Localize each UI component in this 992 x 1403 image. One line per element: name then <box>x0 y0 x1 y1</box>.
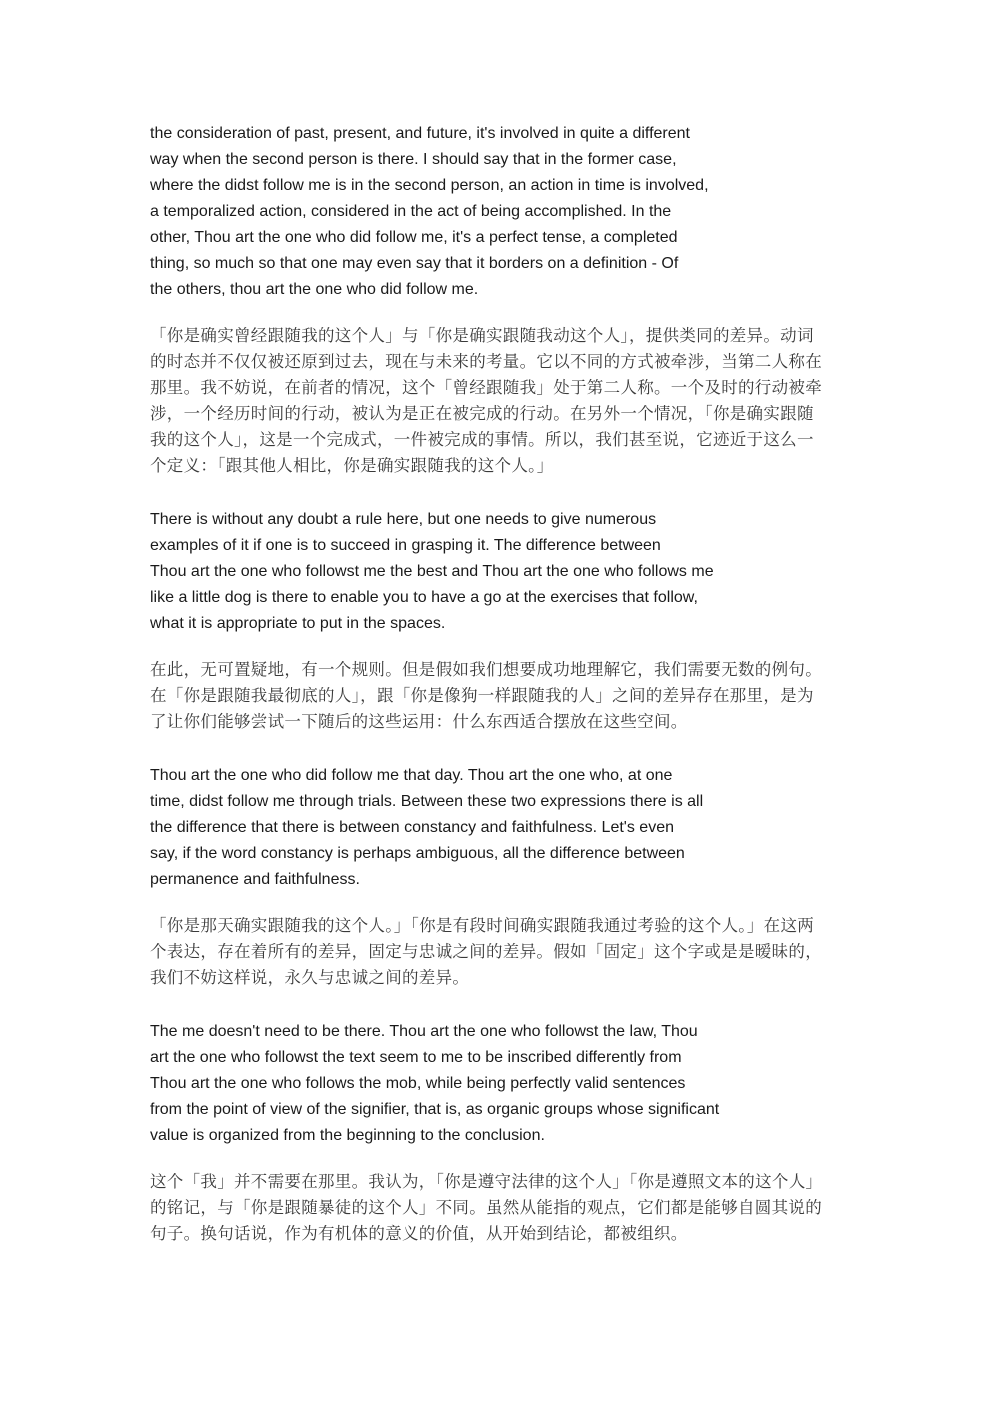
paragraph-spacer <box>150 735 850 763</box>
text-line: way when the second person is there. I should say that in the former case, <box>150 151 677 168</box>
paragraph-english-1 <box>150 121 850 303</box>
text-line: the others, thou art the one who did follow me. <box>150 281 479 298</box>
text-line: 个表达，存在着所有的差异，固定与忠诚之间的差异。假如「固定」这个字或是是暧昧的， <box>150 942 822 961</box>
text-line: Thou art the one who did follow me that day. Thou art the one who, at one <box>150 767 673 784</box>
text-line: examples of it if one is to succeed in grasping it. The difference between <box>150 537 661 554</box>
paragraph-chinese-3 <box>150 913 850 991</box>
text-line: 我们不妨这样说，永久与忠诚之间的差异。 <box>150 968 470 987</box>
paragraph-chinese-2 <box>150 657 850 735</box>
text-line: time, didst follow me through trials. Between these two expressions there is all <box>150 793 704 810</box>
text-line: 涉，一个经历时间的行动，被认为是正在被完成的行动。在另外一个情况，「你是确实跟随 <box>150 404 814 423</box>
text-line: Thou art the one who followst me the best and Thou art the one who follows me <box>150 563 714 580</box>
paragraph-spacer <box>150 893 850 913</box>
text-line: 在此，无可置疑地，有一个规则。但是假如我们想要成功地理解它，我们需要无数的例句。 <box>150 660 822 679</box>
document-body <box>150 121 850 1247</box>
text-line: value is organized from the beginning to the conclusion. <box>150 1127 545 1144</box>
paragraph-spacer <box>150 991 850 1019</box>
paragraph-spacer <box>150 637 850 657</box>
text-line: the consideration of past, present, and future, it's involved in quite a different <box>150 125 690 142</box>
text-line: 的时态并不仅仅被还原到过去，现在与未来的考量。它以不同的方式被牵涉，当第二人称在 <box>150 352 822 371</box>
paragraph-spacer <box>150 479 850 507</box>
paragraph-english-3 <box>150 763 850 893</box>
text-line: other, Thou art the one who did follow me, it's a perfect tense, a completed <box>150 229 678 246</box>
text-line: from the point of view of the signifier, that is, as organic groups whose significant <box>150 1101 720 1118</box>
paragraph-spacer <box>150 303 850 323</box>
text-line: permanence and faithfulness. <box>150 871 360 888</box>
text-line: like a little dog is there to enable you to have a go at the exercises that follow, <box>150 589 698 606</box>
paragraph-english-4 <box>150 1019 850 1149</box>
text-line: the difference that there is between constancy and faithfulness. Let's even <box>150 819 674 836</box>
text-line: 「你是确实曾经跟随我的这个人」与「你是确实跟随我动这个人」，提供类同的差异。动词 <box>150 326 814 345</box>
text-line: There is without any doubt a rule here, but one needs to give numerous <box>150 511 657 528</box>
paragraph-chinese-1 <box>150 323 850 479</box>
text-line: The me doesn't need to be there. Thou art the one who followst the law, Thou <box>150 1023 698 1040</box>
text-line: 我的这个人」，这是一个完成式，一件被完成的事情。所以，我们甚至说，它迹近于这么一 <box>150 430 814 449</box>
text-line: a temporalized action, considered in the act of being accomplished. In the <box>150 203 672 220</box>
text-line: 这个「我」并不需要在那里。我认为，「你是遵守法律的这个人」「你是遵照文本的这个人」 <box>150 1172 823 1191</box>
text-line: say, if the word constancy is perhaps ambiguous, all the difference between <box>150 845 685 862</box>
text-line: 句子。换句话说，作为有机体的意义的价值，从开始到结论，都被组织。 <box>150 1224 688 1243</box>
text-line: thing, so much so that one may even say that it borders on a definition - Of <box>150 255 679 272</box>
text-line: 「你是那天确实跟随我的这个人。」「你是有段时间确实跟随我通过考验的这个人。」在这两 <box>150 916 815 935</box>
text-line: 在「你是跟随我最彻底的人」，跟「你是像狗一样跟随我的人」之间的差异存在那里，是为 <box>150 686 814 705</box>
text-line: what it is appropriate to put in the spaces. <box>150 615 446 632</box>
text-line: 那里。我不妨说，在前者的情况，这个「曾经跟随我」处于第二人称。一个及时的行动被牵 <box>150 378 822 397</box>
text-line: Thou art the one who follows the mob, while being perfectly valid sentences <box>150 1075 686 1092</box>
text-line: 了让你们能够尝试一下随后的这些运用：什么东西适合摆放在这些空间。 <box>150 712 688 731</box>
text-line: 的铭记，与「你是跟随暴徒的这个人」不同。虽然从能指的观点，它们都是能够自圆其说的 <box>150 1198 822 1217</box>
text-line: 个定义：「跟其他人相比，你是确实跟随我的这个人。」 <box>150 456 554 475</box>
paragraph-chinese-4 <box>150 1169 850 1247</box>
text-line: art the one who followst the text seem to me to be inscribed differently from <box>150 1049 682 1066</box>
paragraph-english-2 <box>150 507 850 637</box>
text-line: where the didst follow me is in the second person, an action in time is involved, <box>150 177 709 194</box>
paragraph-spacer <box>150 1149 850 1169</box>
